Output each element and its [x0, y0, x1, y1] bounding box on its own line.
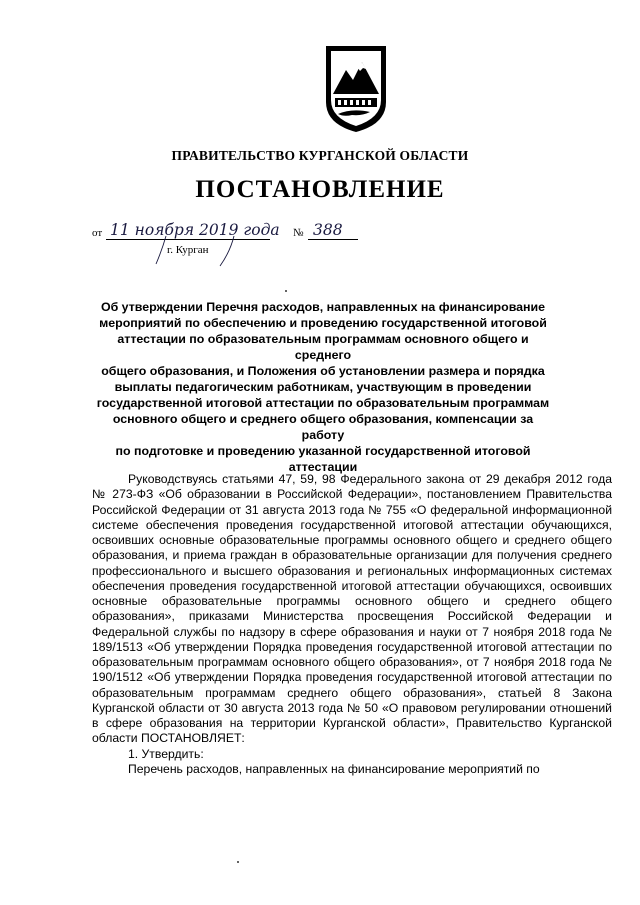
title-line: Об утверждении Перечня расходов, направленных на финансирование [100, 300, 546, 314]
number-underline [308, 239, 358, 240]
number-label: № [293, 227, 304, 239]
title-line: выплаты педагогическим работникам, участвующим в проведении [114, 380, 532, 394]
title-line: государственной итоговой аттестации по образовательным программам [96, 396, 550, 410]
title-line: по подготовке и проведению указанной государственной итоговой [115, 444, 531, 458]
title-line: аттестации по образовательным программам основного общего и среднего [117, 332, 529, 362]
title-line: аттестации [288, 460, 358, 474]
handwritten-date: 11 ноября 2019 года [110, 221, 280, 239]
government-name: ПРАВИТЕЛЬСТВО КУРГАНСКОЙ ОБЛАСТИ [171, 148, 469, 163]
place-label: г. Курган [167, 244, 209, 256]
handwritten-number: 388 [313, 221, 343, 239]
title-line: основного общего и среднего общего образования, компенсации за работу [112, 412, 534, 442]
resolution-title [90, 299, 556, 475]
item-1-heading: 1. Утвердить: [128, 746, 204, 761]
document-type-title: ПОСТАНОВЛЕНИЕ [195, 176, 445, 203]
title-line: общего образования, и Положения об установлении размера и порядка [101, 364, 545, 378]
title-line: мероприятий по обеспечению и проведению государственной итоговой [99, 316, 547, 330]
preamble-paragraph: Руководствуясь статьями 47, 59, 98 Федерального закона от 29 декабря 2012 года № 273-ФЗ «Об образовании в Российской Федерации», постановлением Правительства Российской Федерации от 31 августа 2013 года № 755 «О федеральной информационной системе обеспечения проведения государственной итоговой аттестации обучающихся, освоивших основные образовательные программы основного общего и среднего общего образования, и приема граждан в образовательные организации для получения среднего профессионального и высшего образования и региональных информационных системах обеспечения проведения государственной итоговой аттестации обучающихся, освоивших основные образовательные программы основного общего и среднего общего образования», приказами Министерства просвещения Российской Федерации и Федеральной службы по надзору в сфере образования и науки от 7 ноября 2018 года № 189/1513 «Об утверждении Порядка проведения государственной итоговой аттестации по образовательным программам основного общего образования», от 7 ноября 2018 года № 190/1512 «Об утверждении Порядка проведения государственной итоговой аттестации по образовательным программам среднего общего образования», статьей 8 Закона Курганской области от 30 августа 2013 года № 50 «О правовом регулировании отношений в сфере образования на территории Курганской области», Правительство Курганской области ПОСТАНОВЛЯЕТ: [92, 472, 612, 746]
signature-stroke [150, 234, 250, 268]
item-1-text: Перечень расходов, направленных на финансирование мероприятий по [128, 761, 540, 776]
scan-speck [285, 290, 287, 292]
date-from-label: от [92, 227, 103, 239]
document-body [92, 472, 612, 777]
coat-of-arms-emblem [322, 44, 390, 134]
scan-speck [237, 861, 239, 863]
